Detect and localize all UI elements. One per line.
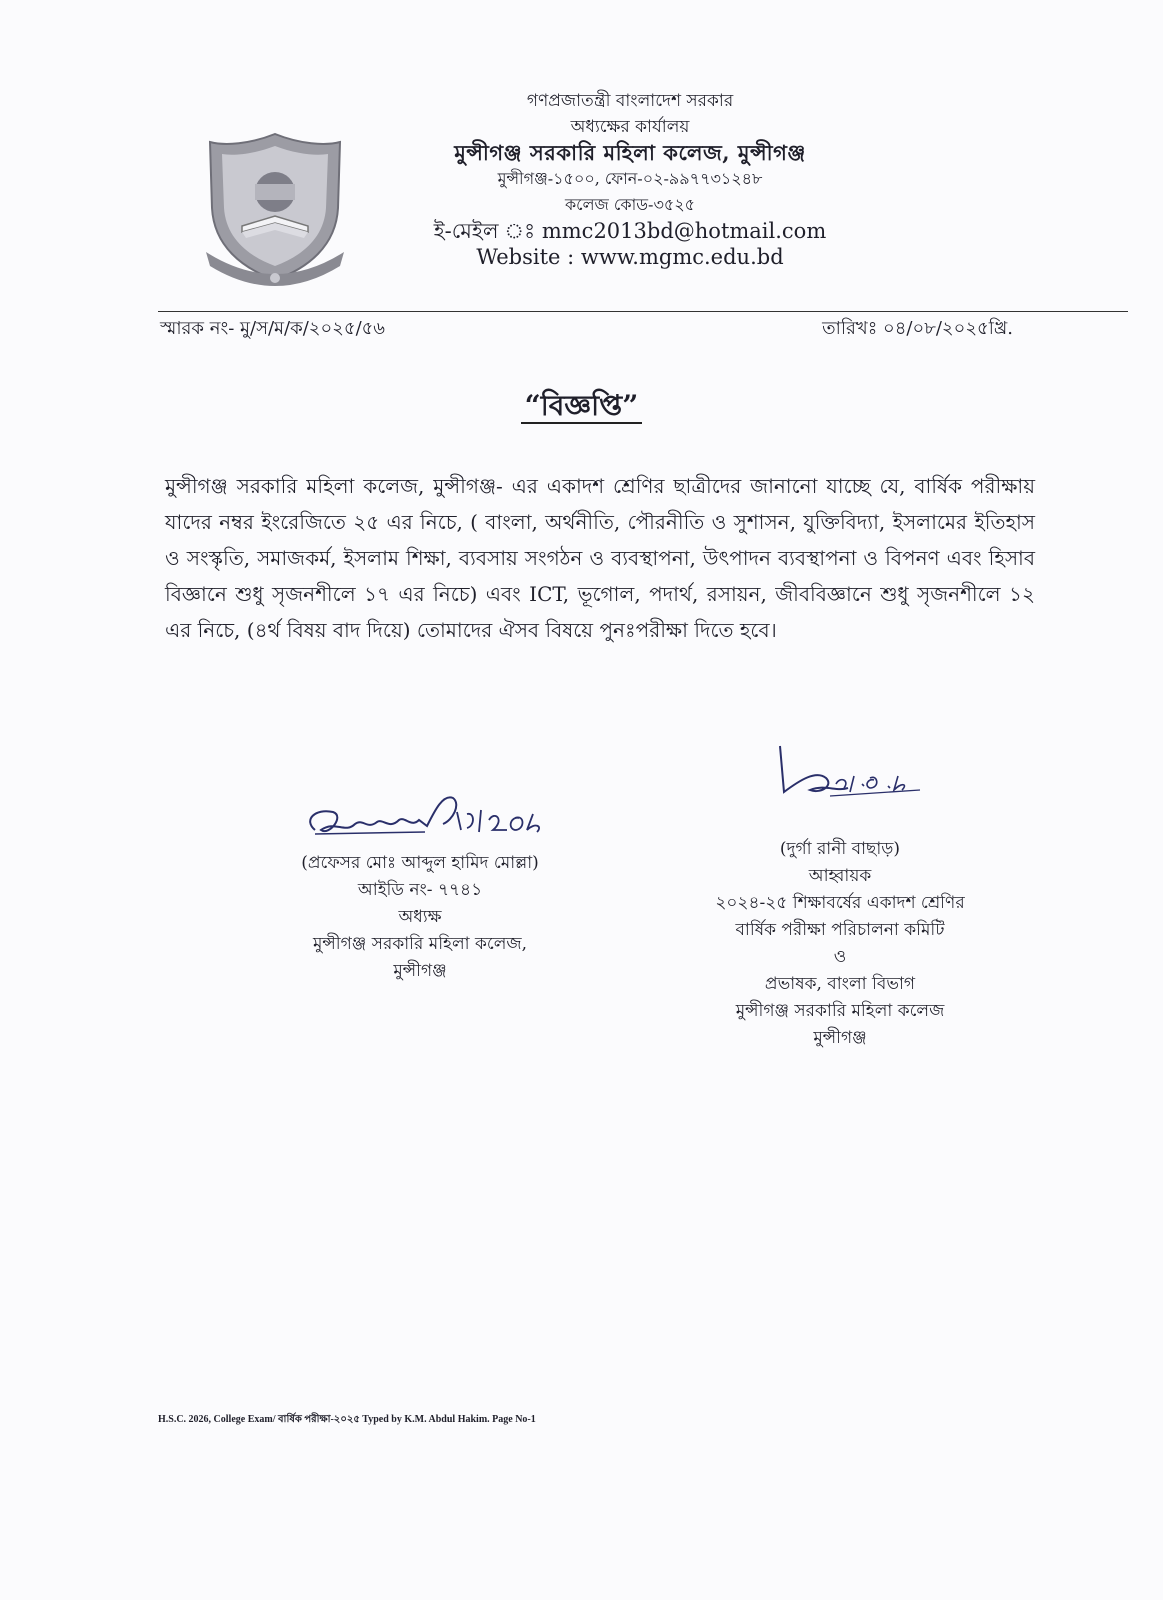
memo-date: তারিখঃ ০৪/০৮/২০২৫খ্রি.	[822, 318, 1013, 339]
college-website: Website : www.mgmc.edu.bd	[476, 245, 784, 269]
convener-name: (দুর্গা রানী বাছাড়)	[779, 839, 901, 859]
principal-signature-block	[250, 790, 590, 985]
committee-line-1: ২০২৪-২৫ শিক্ষাবর্ষের একাদশ শ্রেণির	[715, 893, 965, 913]
conjunction: ও	[833, 947, 847, 967]
college-code: কলেজ কোড-৩৫২৫	[564, 195, 696, 214]
convener-designation: প্রভাষক, বাংলা বিভাগ	[764, 974, 916, 994]
letterhead	[330, 88, 930, 270]
notice-title: “বিজ্ঞপ্তি”	[521, 389, 643, 424]
principal-designation: অধ্যক্ষ	[398, 907, 442, 927]
government-name: গণপ্রজাতন্ত্রী বাংলাদেশ সরকার	[526, 91, 734, 111]
college-address: মুন্সীগঞ্জ-১৫০০, ফোন-০২-৯৯৭৭৩১২৪৮	[497, 169, 763, 188]
convener-signature	[740, 740, 940, 830]
principal-id: আইডি নং- ৭৭৪১	[357, 880, 483, 900]
principal-college: মুন্সীগঞ্জ সরকারি মহিলা কলেজ,	[312, 934, 527, 954]
header-divider	[158, 311, 1128, 312]
convener-role: আহ্বায়ক	[808, 866, 872, 886]
convener-place: মুন্সীগঞ্জ	[813, 1028, 867, 1048]
committee-line-2: বার্ষিক পরীক্ষা পরিচালনা কমিটি	[735, 920, 945, 940]
convener-college: মুন্সীগঞ্জ সরকারি মহিলা কলেজ	[735, 1001, 945, 1021]
college-name: মুন্সীগঞ্জ সরকারি মহিলা কলেজ, মুন্সীগঞ্জ	[454, 140, 806, 165]
principal-signature	[285, 790, 555, 850]
convener-signature-block	[660, 740, 1020, 1052]
notice-title-block	[0, 384, 1163, 431]
principal-place: মুন্সীগঞ্জ	[393, 961, 447, 981]
memo-number: স্মারক নং- মু/স/ম/ক/২০২৫/৫৬	[160, 318, 386, 339]
college-email: ই-মেইল ঃ mmc2013bd@hotmail.com	[433, 219, 827, 243]
notice-body: মুন্সীগঞ্জ সরকারি মহিলা কলেজ, মুন্সীগঞ্জ- এর একাদশ শ্রেণির ছাত্রীদের জানানো যাচ্ছে যে, বার্ষিক পরীক্ষায় যাদের নম্বর ইংরেজিতে ২৫ এর নিচে, ( বাংলা, অর্থনীতি, পৌরনীতি ও সুশাসন, যুক্তিবিদ্যা, ইসলামের ইতিহাস ও সংস্কৃতি, সমাজকর্ম, ইসলাম শিক্ষা, ব্যবসায় সংগঠন ও ব্যবস্থাপনা, উৎপাদন ব্যবস্থাপনা ও বিপনণ এবং হিসাব বিজ্ঞানে শুধু সৃজনশীলে ১৭ এর নিচে) এবং ICT, ভূগোল, পদার্থ, রসায়ন, জীববিজ্ঞানে শুধু সৃজনশীলে ১২ এর নিচে, (৪র্থ বিষয় বাদ দিয়ে) তোমাদের ঐসব বিষয়ে পুনঃপরীক্ষা দিতে হবে।	[165, 474, 1035, 642]
office-name: অধ্যক্ষের কার্যালয়	[570, 117, 690, 137]
principal-name: (প্রফেসর মোঃ আব্দুল হামিদ মোল্লা)	[301, 853, 539, 873]
page-footer: H.S.C. 2026, College Exam/ বার্ষিক পরীক্ষা-২০২৫ Typed by K.M. Abdul Hakim. Page No-1	[158, 1414, 536, 1425]
college-logo-emblem	[200, 128, 350, 288]
